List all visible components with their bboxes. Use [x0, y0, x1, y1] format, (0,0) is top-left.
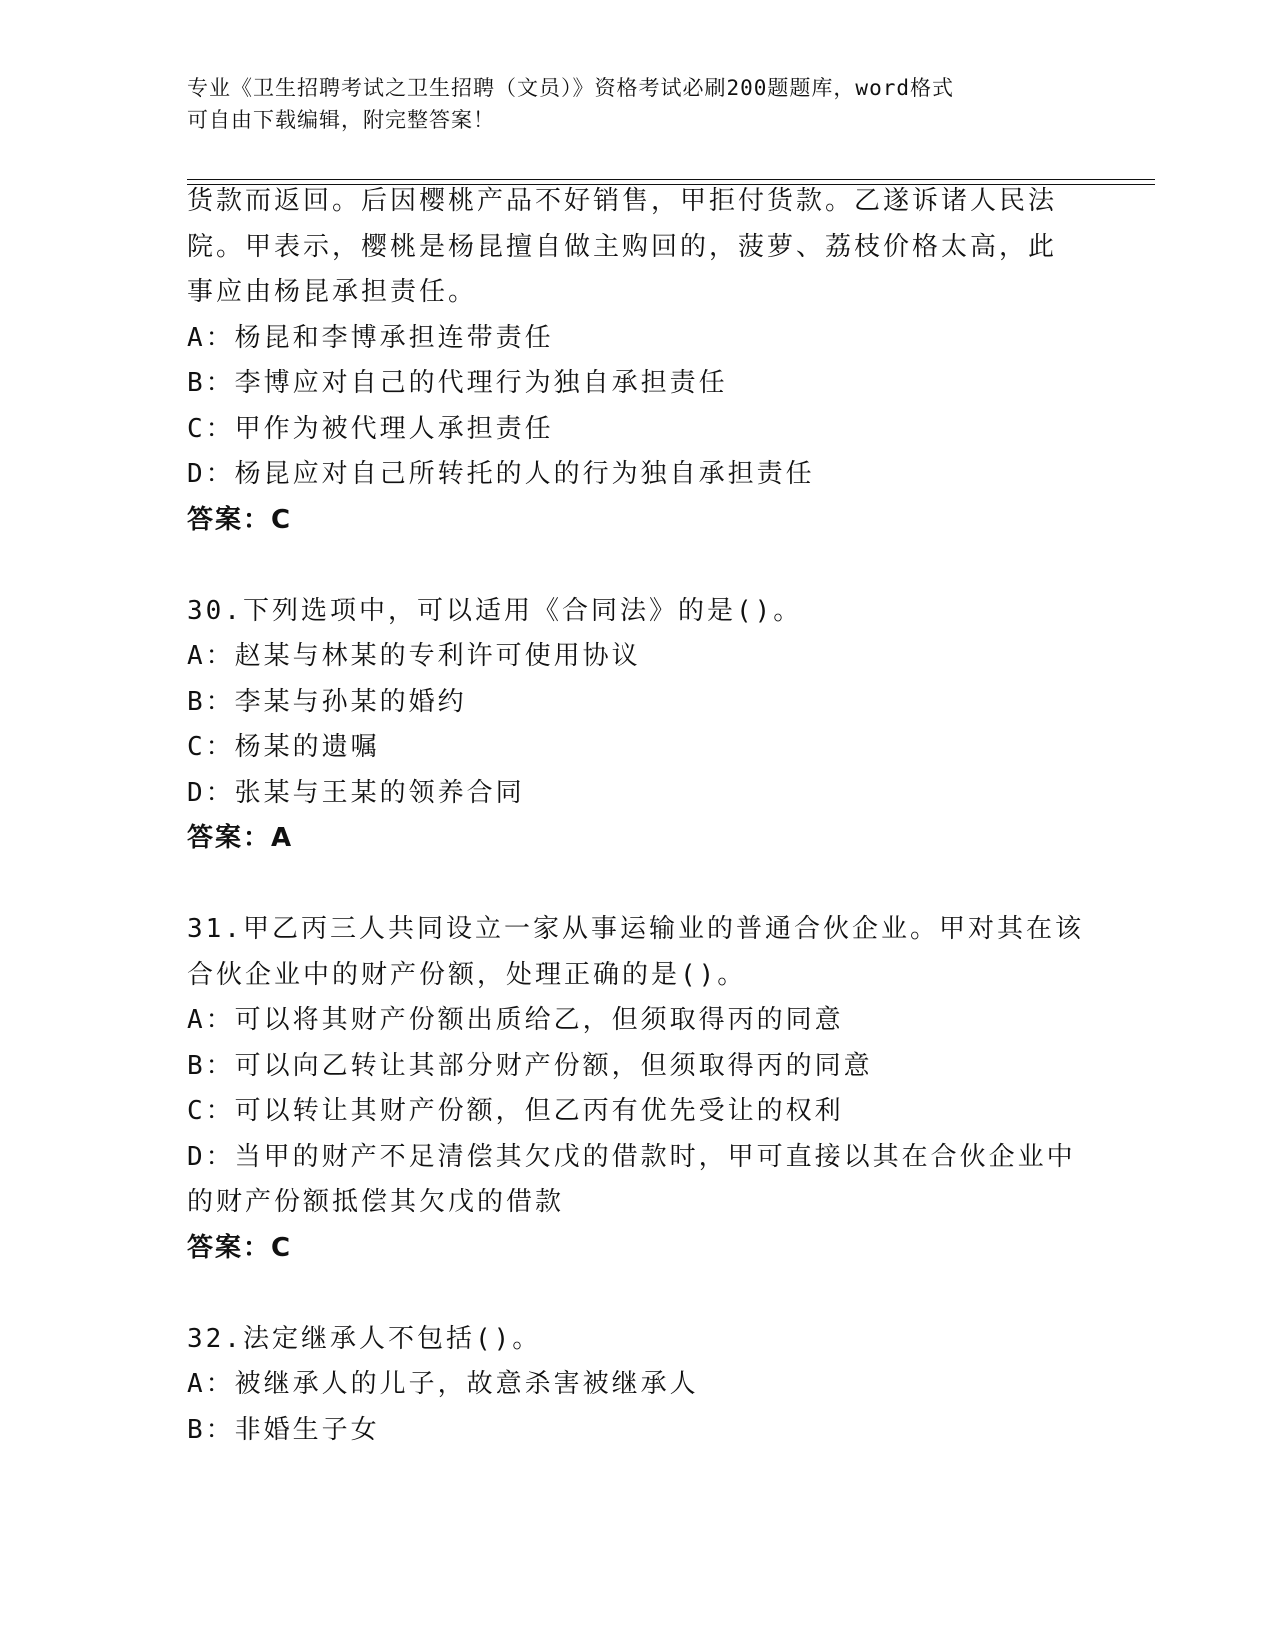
question-stem-line: 32.法定继承人不包括()。 — [187, 1323, 542, 1354]
option-a: A：被继承人的儿子，故意杀害被继承人 — [187, 1369, 699, 1399]
question-block-30 — [187, 589, 1087, 862]
option-c: C：杨某的遗嘱 — [187, 732, 380, 762]
question-block-32 — [187, 1317, 1087, 1454]
document-body — [187, 179, 1087, 1453]
header-title-line-2: 可自由下载编辑，附完整答案！ — [187, 108, 495, 132]
question-stem-line: 合伙企业中的财产份额，处理正确的是()。 — [187, 959, 747, 990]
option-b: B：李某与孙某的婚约 — [187, 686, 467, 717]
option-b: B：非婚生子女 — [187, 1414, 380, 1445]
option-b: B：李博应对自己的代理行为独自承担责任 — [187, 368, 728, 398]
question-stem-line: 院。甲表示，樱桃是杨昆擅自做主购回的，菠萝、荔枝价格太高，此 — [187, 231, 1058, 262]
option-c: C：可以转让其财产份额，但乙丙有优先受让的权利 — [187, 1096, 844, 1126]
header-title-line-1: 专业《卫生招聘考试之卫生招聘（文员）》资格考试必刷200题题库，word格式 — [187, 76, 954, 100]
question-stem-line: 31.甲乙丙三人共同设立一家从事运输业的普通合伙企业。甲对其在该 — [187, 914, 1084, 944]
option-c: C：甲作为被代理人承担责任 — [187, 413, 554, 444]
option-d: D：杨昆应对自己所转托的人的行为独自承担责任 — [187, 459, 815, 489]
option-a: A：可以将其财产份额出质给乙，但须取得丙的同意 — [187, 1005, 844, 1035]
spacer — [187, 1271, 1087, 1317]
answer-line: 答案：A — [187, 823, 294, 853]
option-a: A：杨昆和李博承担连带责任 — [187, 322, 554, 353]
question-stem-line: 事应由杨昆承担责任。 — [187, 277, 478, 307]
spacer — [187, 543, 1087, 589]
answer-line: 答案：C — [187, 504, 293, 535]
answer-line: 答案：C — [187, 1232, 293, 1263]
option-d: D：张某与王某的领养合同 — [187, 777, 525, 808]
question-block-continued — [187, 179, 1087, 543]
question-stem-line: 货款而返回。后因樱桃产品不好销售，甲拒付货款。乙遂诉诸人民法 — [187, 186, 1058, 216]
option-a: A：赵某与林某的专利许可使用协议 — [187, 641, 641, 671]
option-d-line: D：当甲的财产不足清偿其欠戊的借款时，甲可直接以其在合伙企业中 — [187, 1141, 1076, 1172]
question-stem-line: 30.下列选项中，可以适用《合同法》的是()。 — [187, 595, 803, 626]
question-block-31 — [187, 907, 1087, 1271]
document-header — [187, 72, 1087, 136]
option-b: B：可以向乙转让其部分财产份额，但须取得丙的同意 — [187, 1050, 873, 1081]
spacer — [187, 862, 1087, 908]
option-d-line: 的财产份额抵偿其欠戊的借款 — [187, 1187, 565, 1217]
